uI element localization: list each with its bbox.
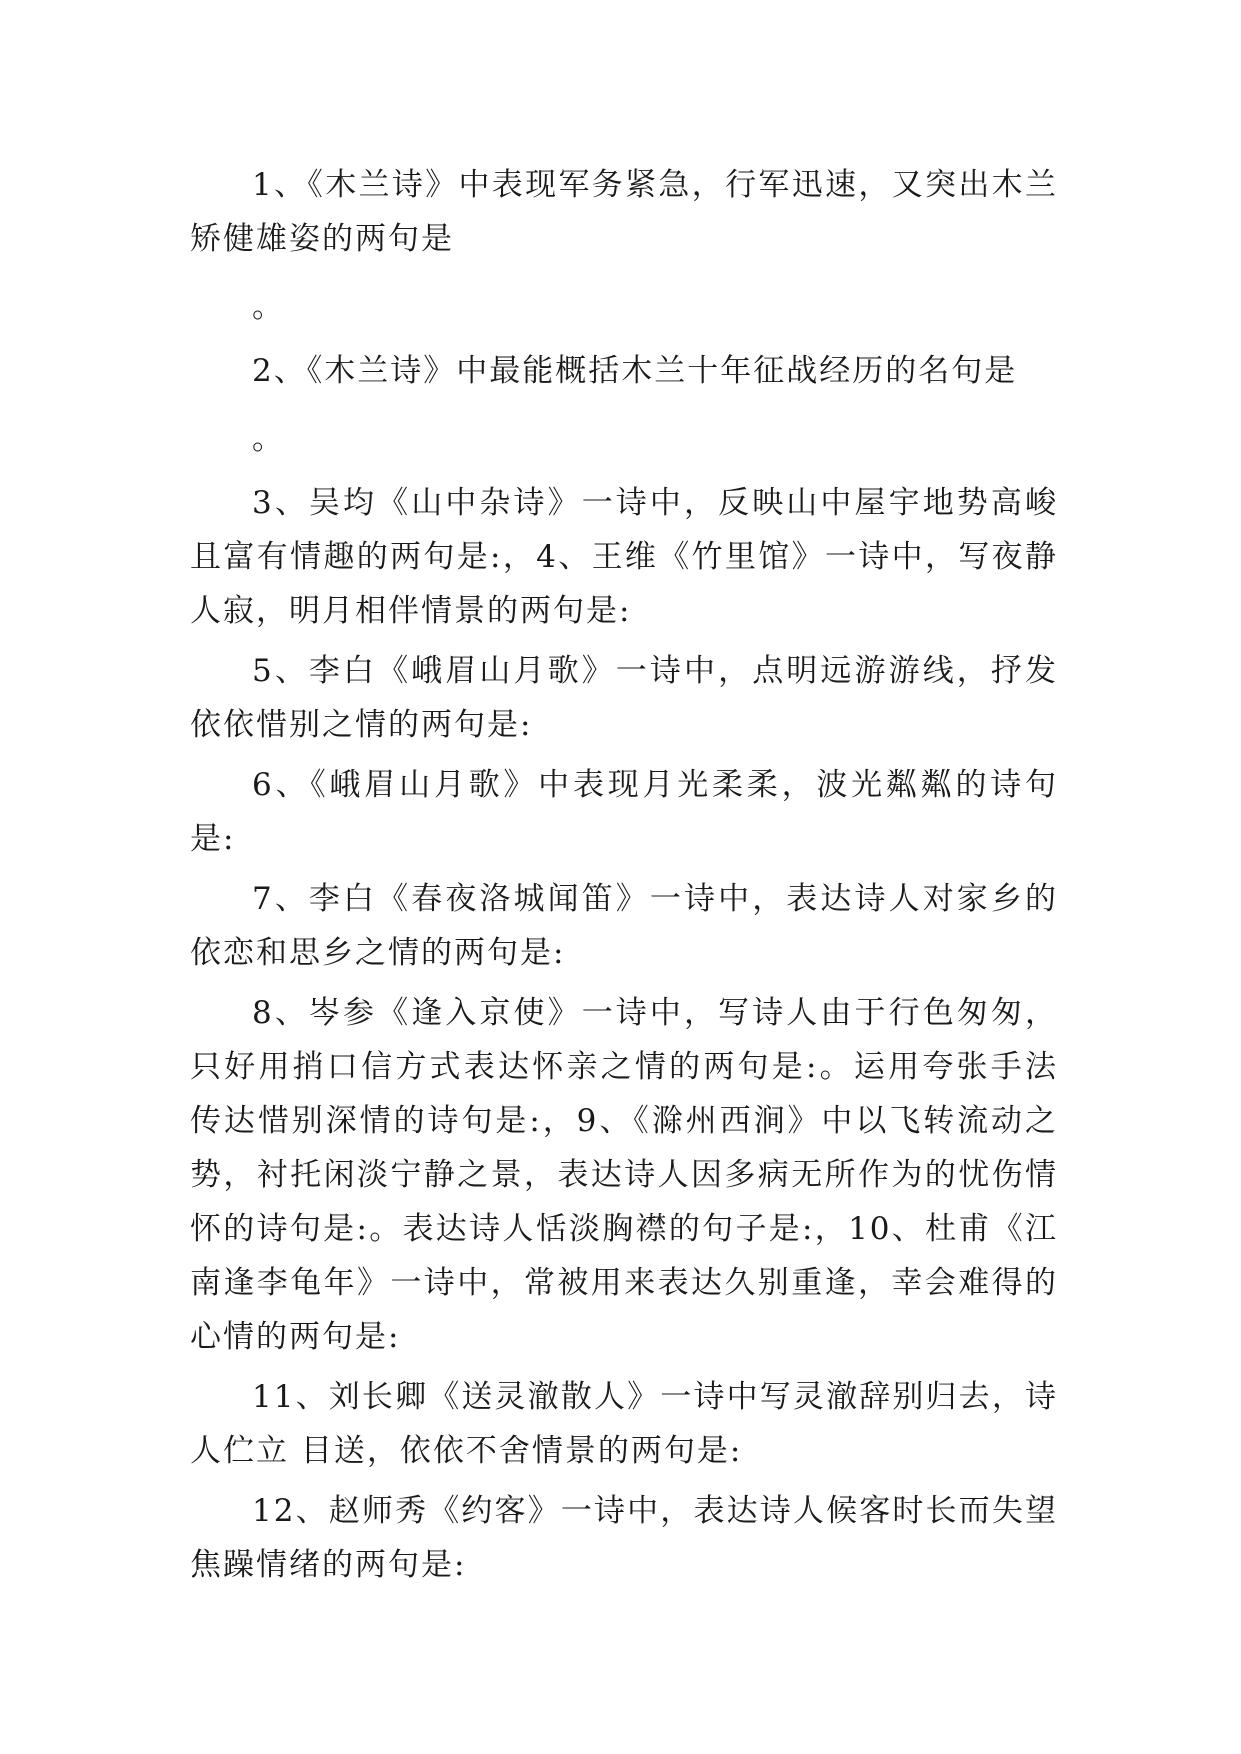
question-6: 6、《峨眉山月歌》中表现月光柔柔，波光粼粼的诗句是:	[190, 767, 1058, 857]
document-body	[190, 158, 1058, 1592]
question-7: 7、李白《春夜洛城闻笛》一诗中，表达诗人对家乡的依恋和思乡之情的两句是:	[190, 881, 1058, 971]
answer-blank-1: 。	[252, 289, 285, 325]
question-2: 2、《木兰诗》中最能概括木兰十年征战经历的名句是	[252, 353, 1018, 389]
question-1: 1、《木兰诗》中表现军务紧急，行军迅速，又突出木兰矫健雄姿的两句是	[190, 167, 1058, 257]
question-11: 11、刘长卿《送灵澈散人》一诗中写灵澈辞别归去，诗人伫立 目送，依依不舍情景的两句是:	[190, 1379, 1058, 1469]
answer-blank-2: 。	[252, 421, 285, 457]
question-12: 12、赵师秀《约客》一诗中，表达诗人候客时长而失望焦躁情绪的两句是:	[190, 1493, 1058, 1583]
question-8-10: 8、岑参《逢入京使》一诗中，写诗人由于行色匆匆，只好用捎口信方式表达怀亲之情的两句是:。运用夸张手法传达惜别深情的诗句是:，9、《滁州西涧》中以飞转流动之势，衬托闲淡宁静之景，表达诗人因多病无所作为的忧伤情怀的诗句是:。表达诗人恬淡胸襟的句子是:，10、杜甫《江南逢李龟年》一诗中，常被用来表达久别重逢，幸会难得的心情的两句是:	[190, 995, 1058, 1355]
question-5: 5、李白《峨眉山月歌》一诗中，点明远游游线，抒发依依惜别之情的两句是:	[190, 653, 1058, 743]
question-3-4: 3、吴均《山中杂诗》一诗中，反映山中屋宇地势高峻且富有情趣的两句是:，4、王维《竹里馆》一诗中，写夜静人寂，明月相伴情景的两句是:	[190, 485, 1058, 629]
